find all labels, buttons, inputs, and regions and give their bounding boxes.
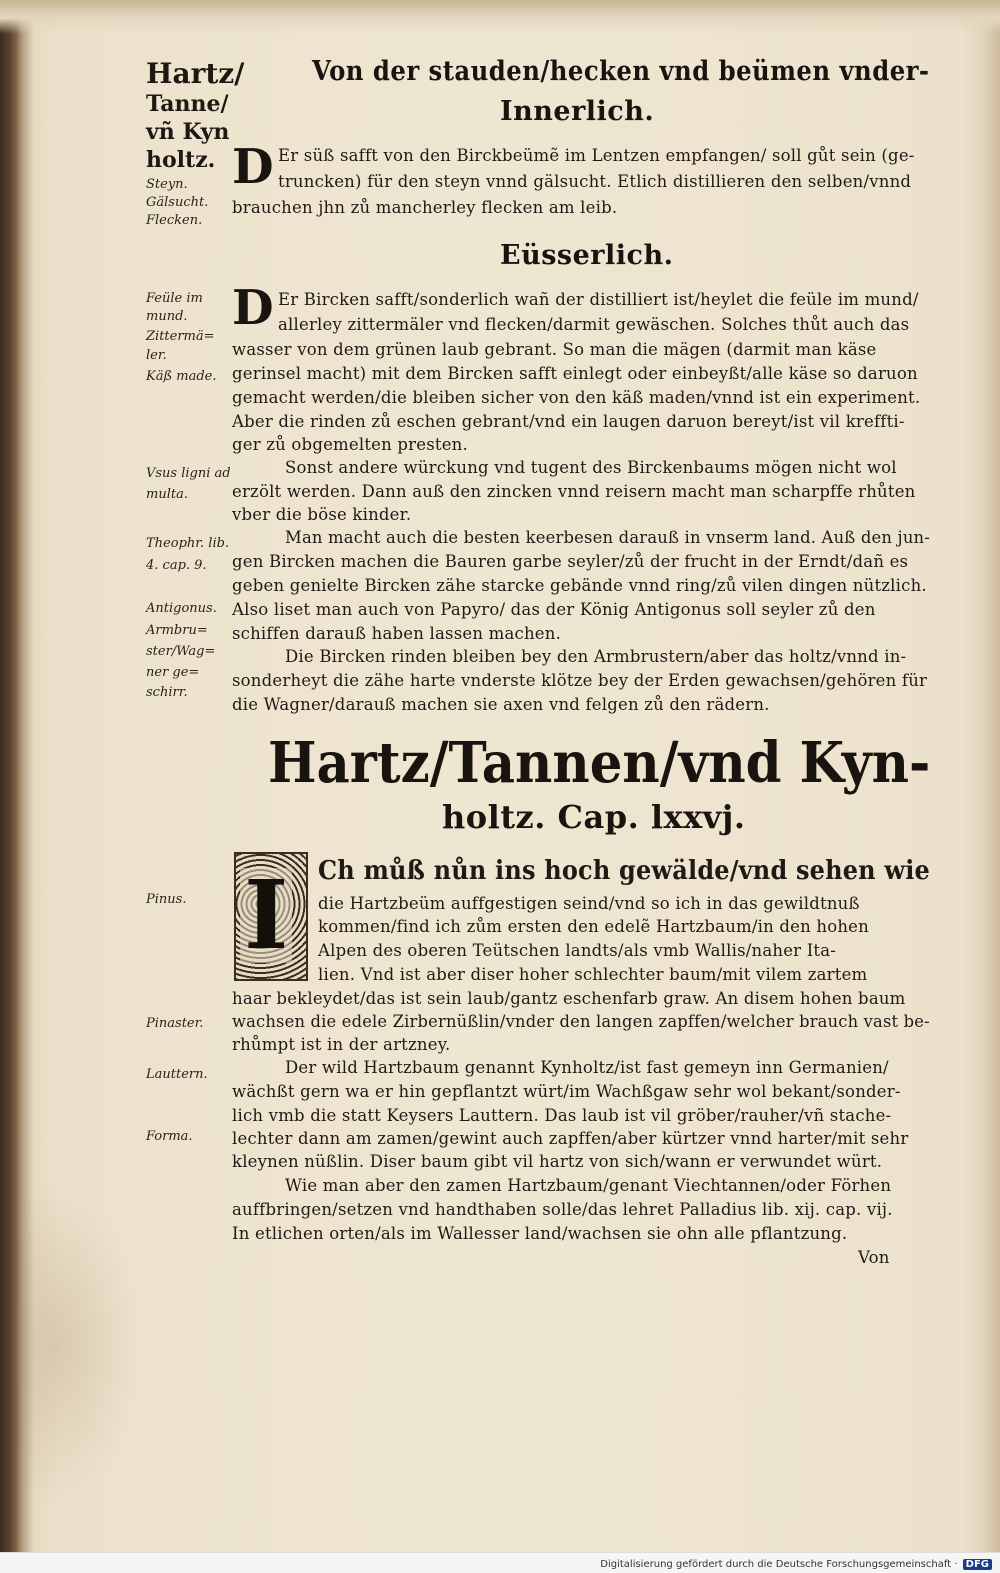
chapter-title: Hartz/Tannen/vnd Kyn-	[268, 730, 931, 796]
text-line: geben genielte Bircken zähe starcke gebände vnnd ring/zů vilen dingen nützlich.	[232, 576, 927, 595]
text-line: allerley zittermäler vnd flecken/darmit gewäschen. Solches thůt auch das	[278, 315, 910, 334]
initial-letter: I	[240, 868, 292, 963]
text-line: Er süß safft von den Birckbeümẽ im Lentzen empfangen/ soll gůt sein (ge-	[278, 146, 915, 165]
text-line: truncken) für den steyn vnnd gälsucht. Etlich distillieren den selben/vnnd	[278, 172, 912, 191]
margin-note: schirr.	[146, 685, 188, 700]
text-line: vber die böse kinder.	[232, 505, 412, 524]
text-line: wachsen die edele Zirbernüßlin/vnder den langen zapffen/welcher brauch vast be-	[232, 1012, 930, 1031]
text-line: lien. Vnd ist aber diser hoher schlechter baum/mit vilem zartem	[318, 965, 868, 984]
text-line: lechter dann am zamen/gewint auch zapffen/aber kürtzer vnnd harter/mit sehr	[232, 1129, 909, 1148]
margin-note: ster/Wag=	[146, 644, 216, 659]
text-line: brauchen jhn zů mancherley flecken am leib.	[232, 198, 618, 217]
section-heading-innerlich: Innerlich.	[500, 96, 655, 127]
page-stain	[20, 1180, 140, 1510]
text-line: die Wagner/darauß machen sie axen vnd felgen zů den rädern.	[232, 695, 770, 714]
margin-title-line: Hartz/	[146, 57, 245, 90]
margin-note: Antigonus.	[146, 601, 217, 616]
text-line: Man macht auch die besten keerbesen darauß in vnserm land. Auß den jun-	[285, 528, 931, 547]
text-line: Der wild Hartzbaum genannt Kynholtz/ist fast gemeyn inn Germanien/	[285, 1058, 889, 1077]
margin-note: 4. cap. 9.	[146, 558, 207, 573]
footer-credit: Digitalisierung gefördert durch die Deutsche Forschungsgemeinschaft · DFG	[600, 1559, 992, 1570]
text-line: auffbringen/setzen vnd handthaben solle/das lehret Palladius lib. xij. cap. vij.	[232, 1200, 893, 1219]
text-line: lich vmb die statt Keysers Lauttern. Das laub ist vil gröber/rauher/vñ stache-	[232, 1106, 892, 1125]
text-line: In etlichen orten/als im Wallesser land/wachsen sie ohn alle pflantzung.	[232, 1224, 848, 1243]
chapter-subtitle: holtz. Cap. lxxvj.	[442, 798, 746, 836]
margin-note: Armbru=	[146, 623, 208, 638]
text-line: Die Bircken rinden bleiben bey den Armbrustern/aber das holtz/vnnd in-	[285, 647, 907, 666]
decorated-initial	[234, 852, 308, 981]
text-line: sonderheyt die zähe harte vnderste klötze bey der Erden gewachsen/gehören für	[232, 671, 928, 690]
text-line: Also liset man auch von Papyro/ das der König Antigonus soll seyler zů den	[232, 600, 876, 619]
text-line: Alpen des oberen Teütschen landts/als vmb Wallis/naher Ita-	[318, 941, 837, 960]
running-title: Von der stauden/hecken vnd beümen vnder-	[312, 56, 930, 87]
margin-note: ler.	[146, 348, 167, 363]
margin-note: Flecken.	[146, 213, 203, 228]
margin-note: Steyn.	[146, 177, 188, 192]
text-line: Er Bircken safft/sonderlich wañ der distilliert ist/heylet die feüle im mund/	[278, 290, 919, 309]
text-line: kommen/find ich zům ersten den edelẽ Hartzbaum/in den hohen	[318, 917, 869, 936]
margin-note: Pinus.	[146, 892, 187, 907]
text-line: Aber die rinden zů eschen gebrant/vnd ein laugen daruon bereyt/ist vil kreffti-	[232, 412, 905, 431]
text-line: Sonst andere würckung vnd tugent des Birckenbaums mögen nicht wol	[285, 458, 897, 477]
margin-note: Lauttern.	[146, 1067, 208, 1082]
text-line: ger zů obgemelten presten.	[232, 435, 468, 454]
margin-note: mund.	[146, 309, 188, 324]
margin-title-line: holtz.	[146, 147, 216, 173]
margin-note: ner ge=	[146, 665, 200, 680]
text-line: wächßt gern wa er hin gepflantzt würt/im Wachßgaw sehr wol bekant/sonder-	[232, 1082, 901, 1101]
text-line: rhůmpt ist in der artzney.	[232, 1035, 451, 1054]
text-line: die Hartzbeüm auffgestigen seind/vnd so ich in das gewildtnuß	[318, 894, 860, 913]
margin-note: Feüle im	[146, 291, 203, 306]
margin-title-line: Tanne/	[146, 91, 229, 117]
footer-credit-text: Digitalisierung gefördert durch die Deutsche Forschungsgemeinschaft	[600, 1559, 952, 1570]
text-line: kleynen nüßlin. Diser baum gibt vil hartz von sich/wann er verwundet würt.	[232, 1152, 883, 1171]
initial-letter: D	[232, 280, 274, 336]
text-line: schiffen darauß haben lassen machen.	[232, 624, 562, 643]
text-line: Wie man aber den zamen Hartzbaum/genant Viechtannen/oder Förhen	[285, 1176, 892, 1195]
margin-note: Forma.	[146, 1129, 193, 1144]
margin-note: multa.	[146, 487, 188, 502]
catchword: Von	[858, 1248, 890, 1267]
margin-title-line: vñ Kyn	[146, 119, 230, 145]
text-line: haar bekleydet/das ist sein laub/gantz eschenfarb graw. An disem hohen baum	[232, 989, 906, 1008]
margin-note: Käß made.	[146, 369, 217, 384]
margin-note: Vsus ligni ad	[146, 466, 231, 481]
margin-note: Theophr. lib.	[146, 536, 230, 551]
text-line: gemacht werden/die bleiben sicher von den käß maden/vnnd ist ein experiment.	[232, 388, 921, 407]
margin-note: Gälsucht.	[146, 195, 209, 210]
margin-note: Zittermä=	[146, 329, 215, 344]
text-line: erzölt werden. Dann auß den zincken vnnd reisern macht man scharpffe rhůten	[232, 482, 916, 501]
footer-bar	[0, 1552, 1000, 1573]
dfg-logo: DFG	[963, 1559, 992, 1570]
section-heading-eusserlich: Eüsserlich.	[500, 240, 674, 271]
initial-letter: D	[232, 139, 274, 195]
margin-note: Pinaster.	[146, 1016, 204, 1031]
text-line: gerinsel macht) mit dem Bircken safft einlegt oder einbeyßt/alle käse so daruon	[232, 364, 918, 383]
text-line: wasser von dem grünen laub gebrant. So man die mägen (darmit man käse	[232, 340, 877, 359]
first-line: Ch můß nůn ins hoch gewälde/vnd sehen wie	[318, 856, 930, 886]
text-line: gen Bircken machen die Bauren garbe seyler/zů der frucht in der Erndt/dañ es	[232, 552, 909, 571]
